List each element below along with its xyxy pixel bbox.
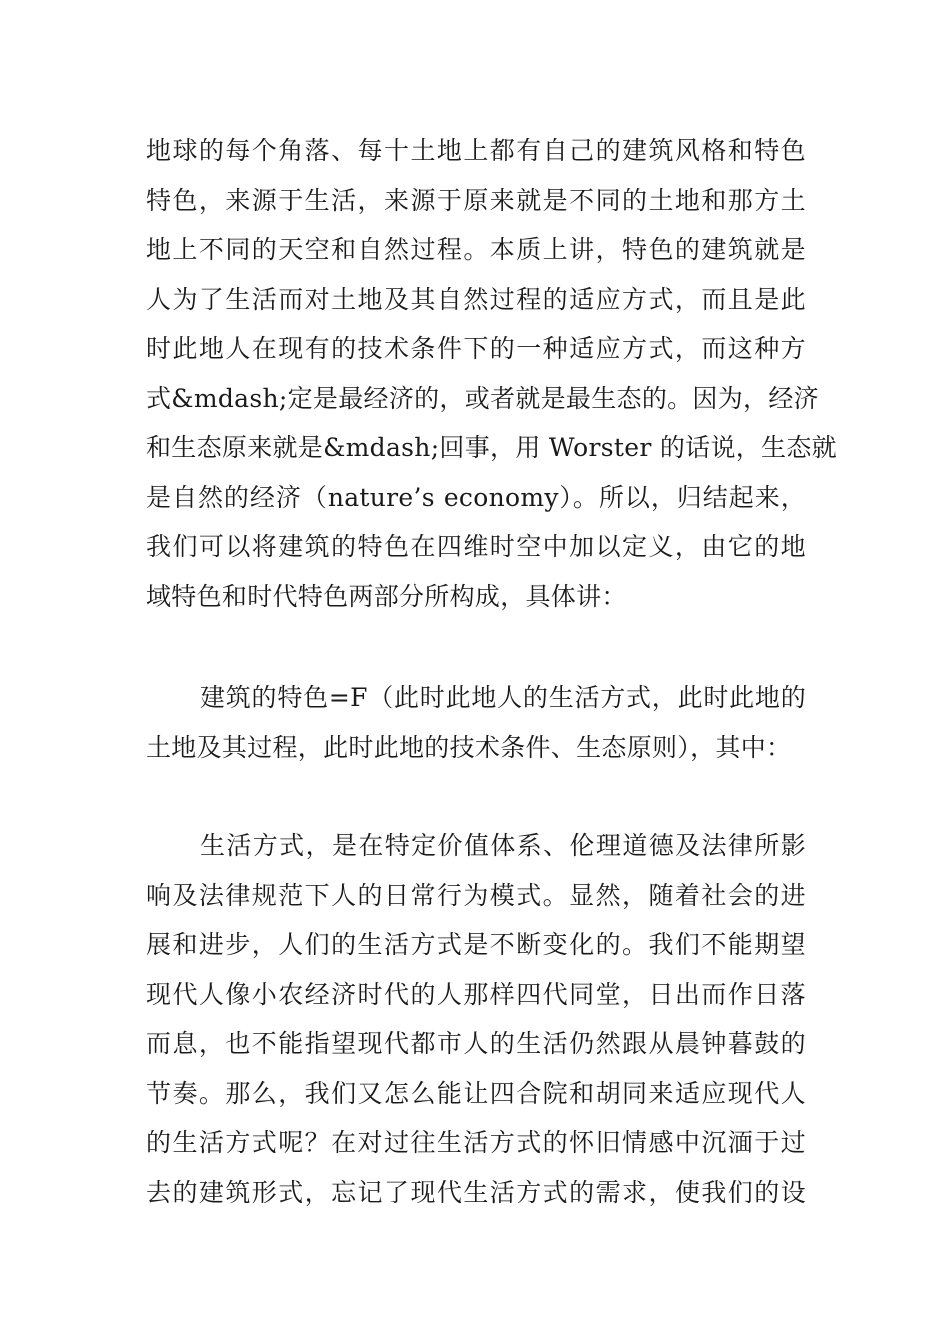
text-line: 去的建筑形式，忘记了现代生活方式的需求，使我们的设 <box>146 1177 806 1207</box>
text-line: 土地及其过程，此时此地的技术条件、生态原则），其中： <box>146 732 792 762</box>
text-line: 的生活方式呢？在对过往生活方式的怀旧情感中沉湎于过 <box>146 1128 806 1157</box>
text-line: 和生态原来就是&mdash;回事，用 Worster 的话说，生态就 <box>146 433 837 462</box>
text-line: 响及法律规范下人的日常行为模式。显然，随着社会的进 <box>146 880 806 910</box>
text-line: 地球的每个角落、每十土地上都有自己的建筑风格和特色 <box>146 136 806 165</box>
text-line: 时此地人在现有的技术条件下的一种适应方式，而这种方 <box>146 334 806 363</box>
text-line: 特色，来源于生活，来源于原来就是不同的土地和那方土 <box>146 185 806 215</box>
text-line: 展和进步，人们的生活方式是不断变化的。我们不能期望 <box>146 930 806 959</box>
text-line: 建筑的特色=F（此时此地人的生活方式，此时此地的 <box>200 683 806 712</box>
text-line: 现代人像小农经济时代的人那样四代同堂，日出而作日落 <box>146 979 806 1009</box>
paragraph-lifestyle <box>146 821 806 1217</box>
text-line: 我们可以将建筑的特色在四维时空中加以定义，由它的地 <box>146 532 806 561</box>
text-line: 人为了生活而对土地及其自然过程的适应方式，而且是此 <box>146 284 806 314</box>
paragraph-formula <box>146 673 806 772</box>
text-line: 是自然的经济（nature’s economy）。所以，归结起来， <box>146 482 806 512</box>
text-line: 节奏。那么，我们又怎么能让四合院和胡同来适应现代人 <box>146 1078 806 1108</box>
text-line: 地上不同的天空和自然过程。本质上讲，特色的建筑就是 <box>146 235 806 264</box>
text-line: 而息，也不能指望现代都市人的生活仍然跟从晨钟暮鼓的 <box>146 1029 806 1058</box>
text-line: 域特色和时代特色两部分所构成，具体讲： <box>146 581 627 611</box>
paragraph-regional-character <box>146 126 837 621</box>
text-line: 式&mdash;定是最经济的，或者就是最生态的。因为，经济 <box>146 383 819 413</box>
text-line: 生活方式，是在特定价值体系、伦理道德及法律所影 <box>200 831 806 860</box>
